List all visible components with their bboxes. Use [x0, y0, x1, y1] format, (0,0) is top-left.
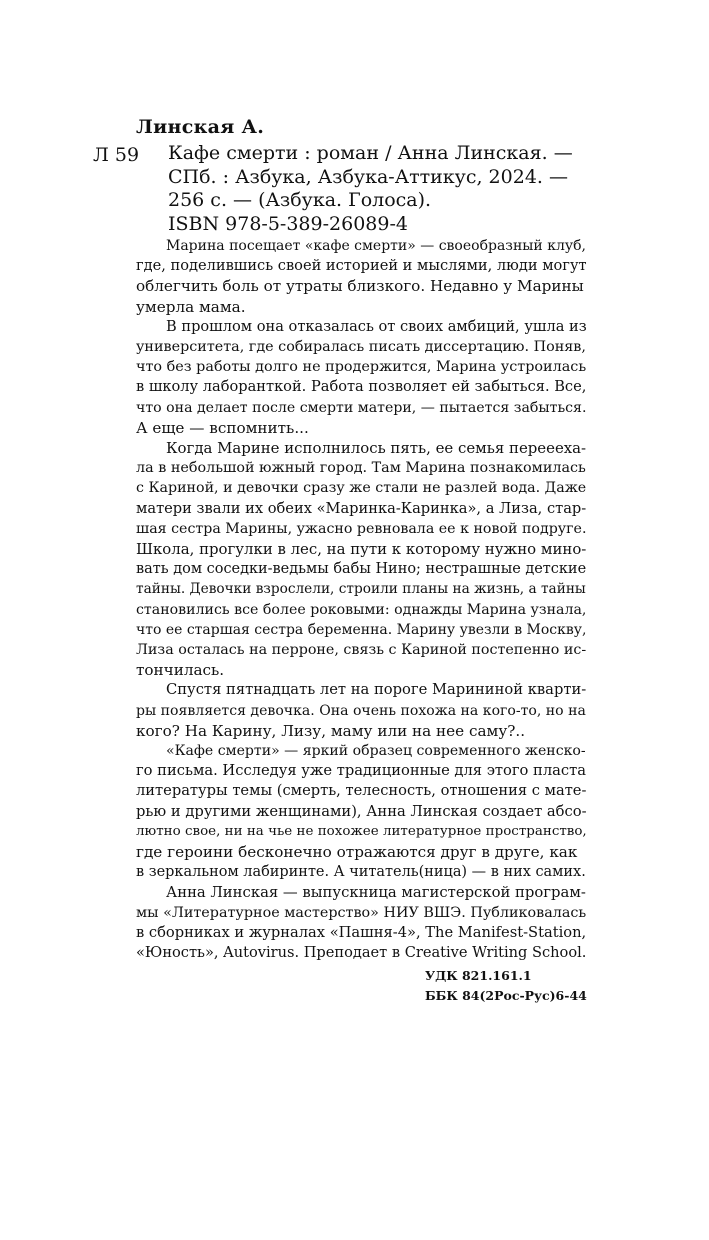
- text-line: ры появляется девочка. Она очень похожа на кого-то, но на: [136, 702, 586, 719]
- text-line: с Кариной, и девочки сразу же стали не разлей вода. Даже: [136, 480, 587, 497]
- paragraph-past: [136, 317, 586, 438]
- text-line: Школа, прогулки в лес, на пути к которому нужно мино-: [136, 540, 587, 559]
- text-line: что ее старшая сестра беременна. Марину увезли в Москву,: [136, 621, 587, 638]
- text-line: в зеркальном лабиринте. А читатель(ница) — в них самих.: [136, 864, 586, 881]
- paragraph-review: [136, 741, 586, 882]
- text-line: что она делает после смерти матери, — пытается забыться.: [136, 399, 587, 416]
- text-line: Лиза осталась на перроне, связь с Кариной постепенно ис-: [136, 642, 587, 659]
- text-line: мы «Литературное мастерство» НИУ ВШЭ. Публиковалась: [136, 904, 587, 921]
- text-line: матери звали их обеих «Маринка-Каринка», а Лиза, стар-: [136, 499, 587, 517]
- text-line: в школу лаборанткой. Работа позволяет ей забыться. Все,: [136, 378, 587, 396]
- entry-line: СПб. : Азбука, Азбука-Аттикус, 2024. —: [168, 165, 568, 188]
- text-line: «Кафе смерти» — яркий образец современного женско-: [166, 743, 586, 760]
- text-line: лютно свое, ни на чье не похожее литературное пространство,: [136, 823, 587, 839]
- text-line: тайны. Девочки взрослели, строили планы на жизнь, а тайны: [136, 581, 586, 598]
- text-line: шая сестра Марины, ужасно ревновала ее к новой подруге.: [136, 520, 587, 537]
- text-line: вать дом соседки-ведьмы бабы Нино; нестрашные детские: [136, 561, 587, 578]
- annotation-text: [136, 236, 586, 963]
- author-heading: Линская А.: [136, 116, 265, 138]
- text-line: облегчить боль от утраты близкого. Недавно у Марины: [136, 277, 584, 296]
- isbn-line: ISBN 978-5-389-26089-4: [168, 212, 408, 235]
- bibliographic-entry: [168, 142, 578, 236]
- udc-code: УДК 821.161.1: [425, 968, 532, 983]
- text-line: в сборниках и журналах «Пашня-4», The Manifest-Station,: [136, 923, 587, 941]
- paragraph-summary: [136, 236, 586, 317]
- text-line: умерла мама.: [136, 297, 246, 316]
- text-line: Когда Марине исполнилось пять, ее семья переееха-: [166, 439, 587, 458]
- text-line: Марина посещает «кафе смерти» — своеобразный клуб,: [166, 238, 586, 254]
- paragraph-childhood: [136, 438, 586, 680]
- text-line: Анна Линская — выпускница магистерской програм-: [166, 883, 586, 901]
- text-line: «Юность», Autovirus. Преподает в Creative Writing School.: [136, 944, 587, 962]
- text-line: университета, где собиралась писать диссертацию. Поняв,: [136, 339, 586, 356]
- bbk-code: ББК 84(2Рос-Рус)6-44: [425, 988, 587, 1003]
- text-line: го письма. Исследуя уже традиционные для этого пласта: [136, 762, 586, 780]
- text-line: где, поделившись своей историей и мыслями, люди могут: [136, 257, 587, 275]
- text-line: литературы темы (смерть, телесность, отношения с мате-: [136, 782, 587, 800]
- text-line: А еще — вспомнить...: [136, 418, 309, 437]
- text-line: ла в небольшой южный город. Там Марина познакомилась: [136, 460, 586, 477]
- paragraph-girl: [136, 680, 586, 741]
- classification-codes: [425, 966, 587, 1006]
- text-line: рью и другими женщинами), Анна Линская создает абсо-: [136, 802, 587, 820]
- text-line: кого? На Карину, Лизу, маму или на нее саму?..: [136, 721, 526, 740]
- entry-line: Кафе смерти : роман / Анна Линская. —: [168, 142, 573, 164]
- text-line: где героини бесконечно отражаются друг в друге, как: [136, 843, 578, 862]
- text-line: что без работы долго не продержится, Марина устроилась: [136, 359, 587, 376]
- text-line: В прошлом она отказалась от своих амбиций, ушла из: [166, 317, 587, 335]
- classification-code: Л 59: [93, 144, 140, 166]
- paragraph-author-bio: [136, 883, 586, 964]
- text-line: Спустя пятнадцать лет на пороге Марининой кварти-: [166, 681, 587, 699]
- entry-line: 256 с. — (Азбука. Голоса).: [168, 189, 432, 211]
- text-line: тончилась.: [136, 661, 225, 680]
- text-line: становились все более роковыми: однажды Марина узнала,: [136, 601, 587, 618]
